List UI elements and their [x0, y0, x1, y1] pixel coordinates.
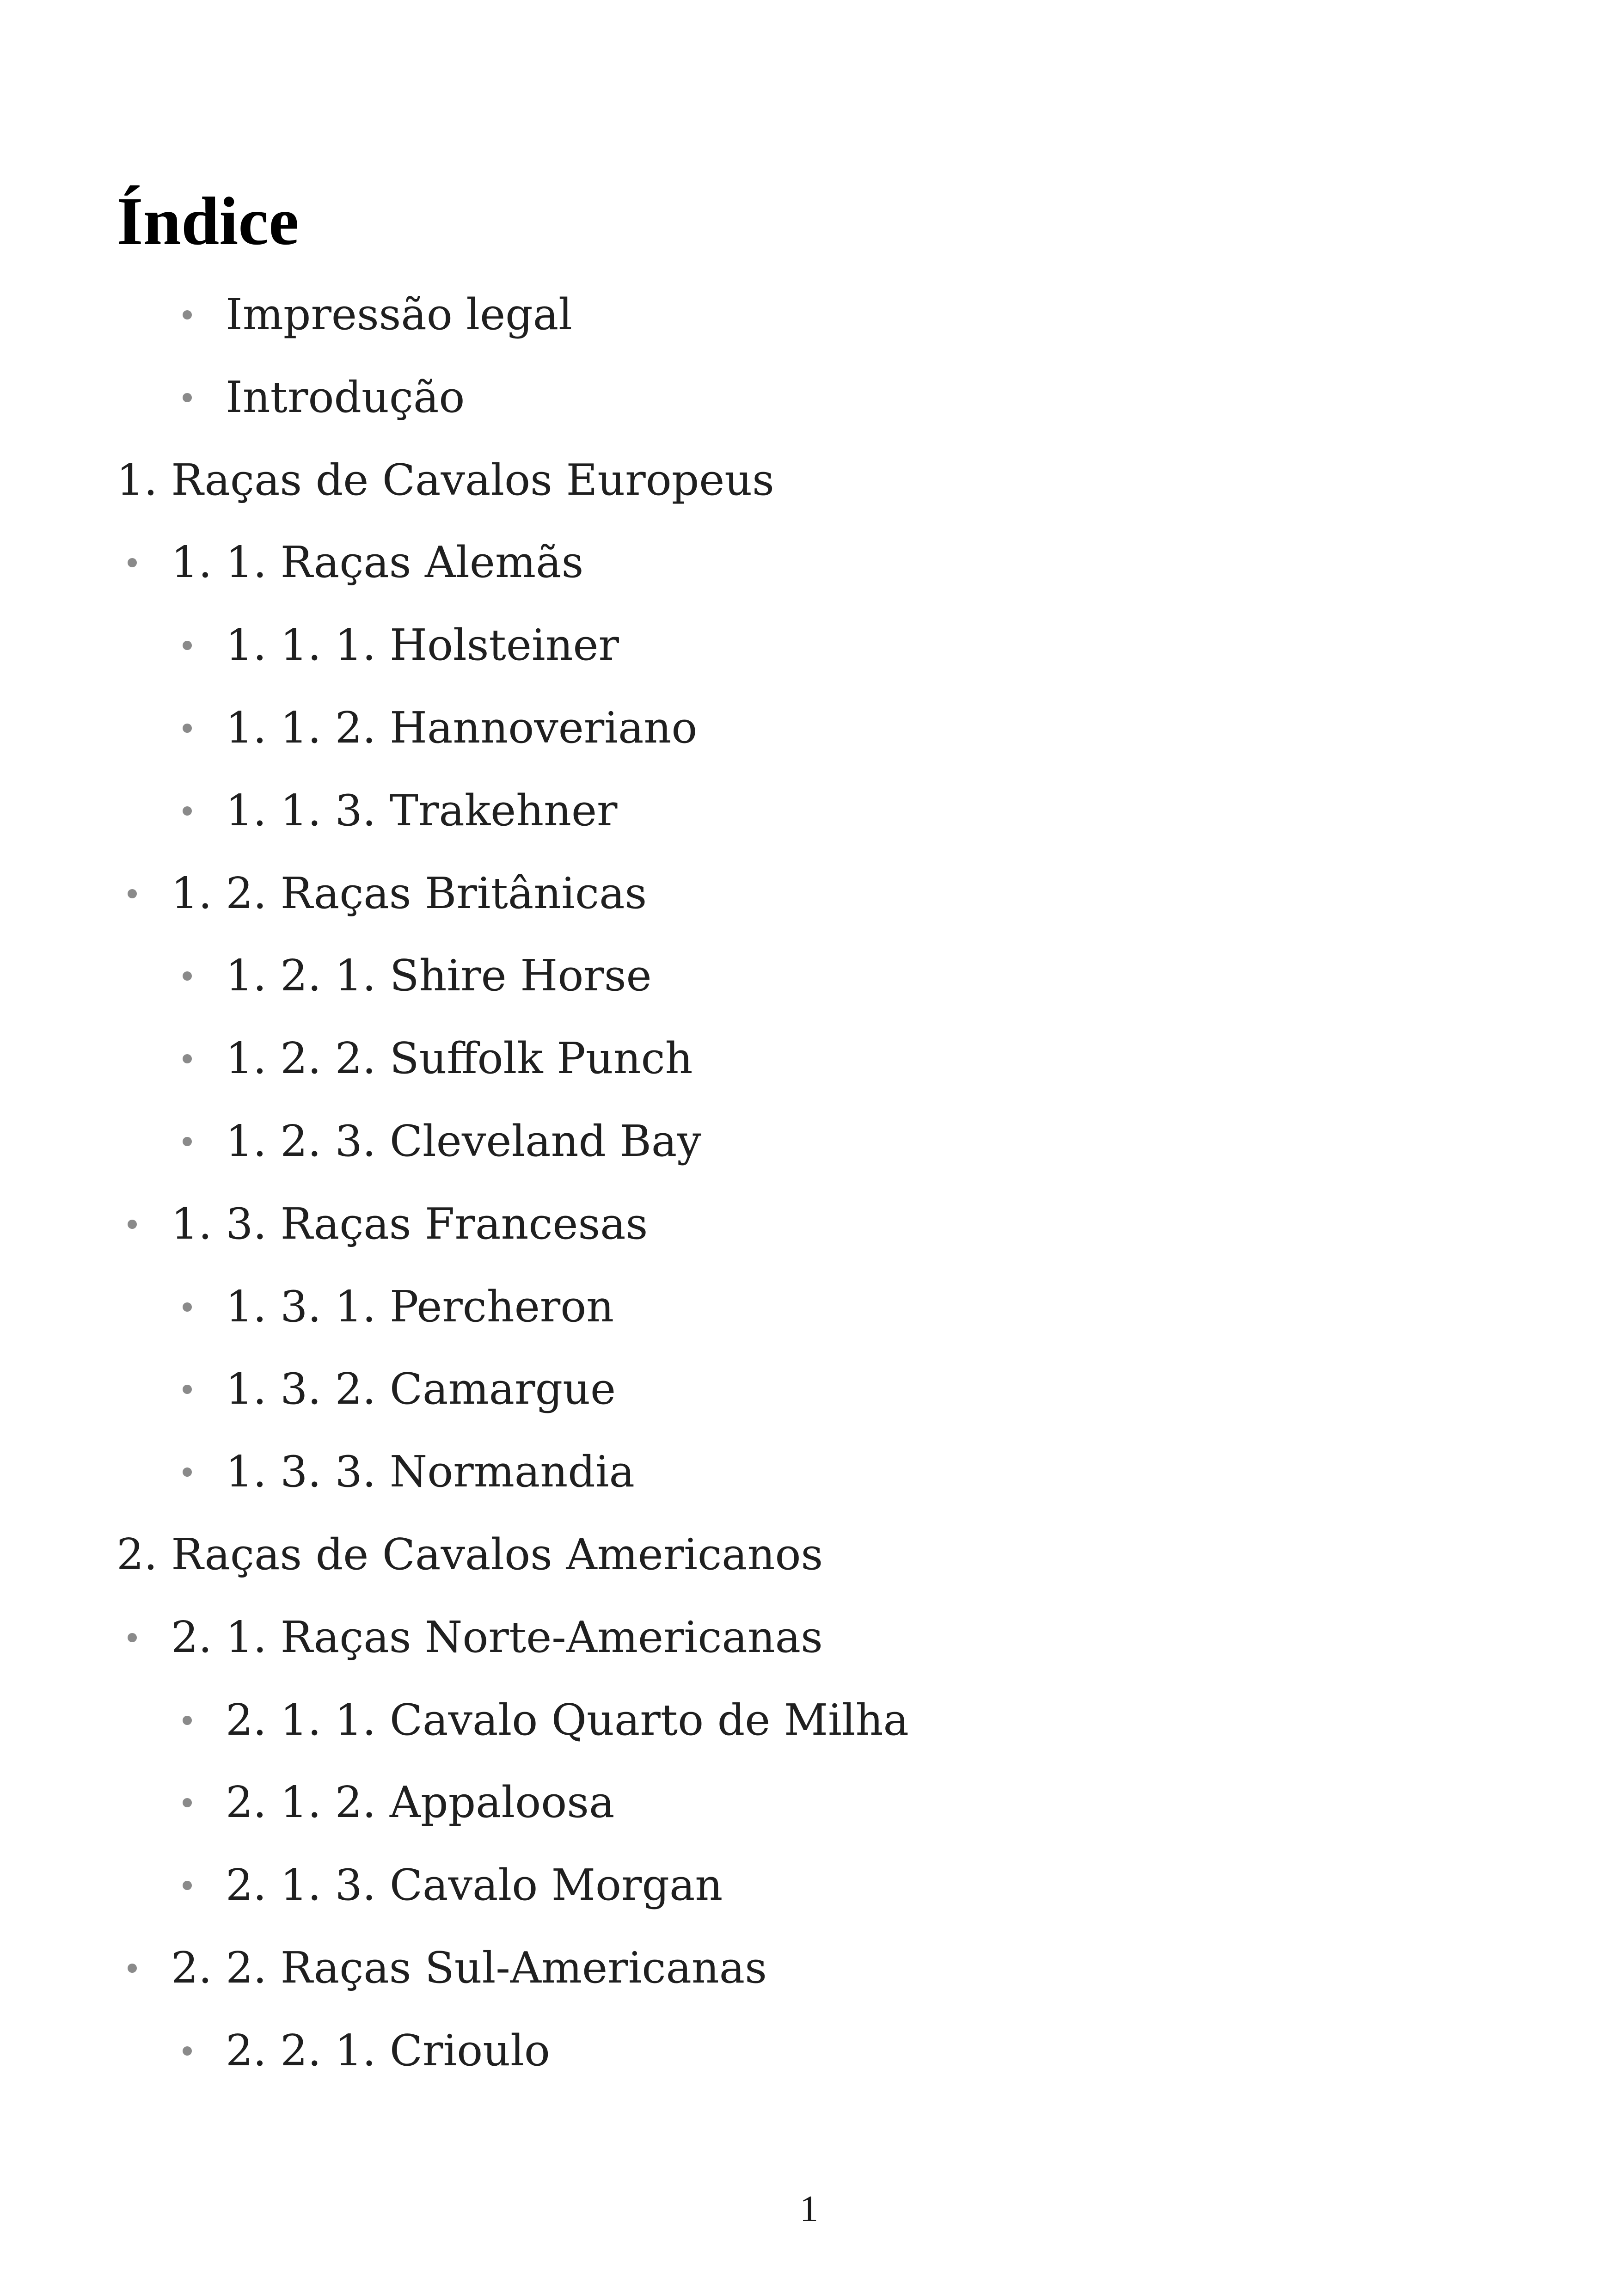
- bullet-icon: [183, 971, 192, 981]
- toc-entry[interactable]: [0, 537, 1618, 620]
- toc-entry[interactable]: [0, 1033, 1618, 1116]
- toc-entry[interactable]: [0, 1199, 1618, 1282]
- bullet-icon: [183, 1467, 192, 1477]
- toc-entry[interactable]: [0, 1612, 1618, 1695]
- toc-entry[interactable]: [0, 372, 1618, 455]
- toc-entry[interactable]: [0, 786, 1618, 868]
- bullet-icon: [183, 1302, 192, 1312]
- toc-entry[interactable]: [0, 1282, 1618, 1364]
- toc-entry-label: 2. Raças de Cavalos Americanos: [116, 1529, 823, 1579]
- toc-entry[interactable]: [0, 703, 1618, 786]
- toc-entry[interactable]: [0, 951, 1618, 1033]
- toc-entry[interactable]: [0, 1529, 1618, 1612]
- toc-entry-label: 2. 1. 3. Cavalo Morgan: [226, 1860, 723, 1910]
- bullet-icon: [128, 558, 137, 567]
- toc-entry[interactable]: [0, 1447, 1618, 1529]
- toc-entry-label: 1. 2. 3. Cleveland Bay: [226, 1116, 701, 1166]
- toc-entry-label: Impressão legal: [226, 289, 572, 339]
- toc-entry-label: 1. 1. 3. Trakehner: [226, 785, 618, 835]
- toc-entry-label: Introdução: [226, 372, 465, 422]
- bullet-icon: [183, 1054, 192, 1063]
- toc-entry-label: 2. 1. 2. Appaloosa: [226, 1777, 615, 1828]
- toc-entry-label: 1. 1. 1. Holsteiner: [226, 620, 619, 670]
- bullet-icon: [128, 1964, 137, 1973]
- toc-entry[interactable]: [0, 1860, 1618, 1943]
- toc-entry-label: 2. 2. Raças Sul-Americanas: [171, 1942, 767, 1993]
- toc-entry[interactable]: [0, 868, 1618, 951]
- toc-entry[interactable]: [0, 455, 1618, 538]
- toc-entry[interactable]: [0, 1695, 1618, 1778]
- toc-entry[interactable]: [0, 1116, 1618, 1199]
- bullet-icon: [183, 1881, 192, 1890]
- toc-entry[interactable]: [0, 620, 1618, 703]
- toc-entry-label: 1. 2. 1. Shire Horse: [226, 951, 652, 1001]
- page-number: 1: [800, 2189, 818, 2229]
- toc-entry[interactable]: [0, 1364, 1618, 1447]
- bullet-icon: [183, 1385, 192, 1394]
- bullet-icon: [128, 889, 137, 898]
- toc-entry-label: 1. Raças de Cavalos Europeus: [116, 454, 774, 505]
- bullet-icon: [183, 310, 192, 319]
- toc-entry-label: 2. 1. 1. Cavalo Quarto de Milha: [226, 1694, 909, 1745]
- bullet-icon: [183, 2046, 192, 2056]
- bullet-icon: [183, 393, 192, 402]
- table-of-contents: [0, 289, 1618, 2108]
- bullet-icon: [183, 806, 192, 816]
- toc-entry[interactable]: [0, 1943, 1618, 2026]
- toc-entry-label: 1. 3. 2. Camargue: [226, 1364, 616, 1414]
- toc-entry[interactable]: [0, 1777, 1618, 1860]
- bullet-icon: [128, 1633, 137, 1642]
- bullet-icon: [183, 1798, 192, 1807]
- toc-entry-label: 1. 3. Raças Francesas: [171, 1198, 648, 1249]
- toc-entry-label: 1. 2. 2. Suffolk Punch: [226, 1033, 693, 1084]
- bullet-icon: [183, 724, 192, 733]
- toc-entry-label: 1. 1. Raças Alemãs: [171, 537, 584, 588]
- page-title: Índice: [116, 184, 299, 259]
- toc-entry[interactable]: [0, 289, 1618, 372]
- toc-entry-label: 1. 2. Raças Britânicas: [171, 868, 647, 918]
- bullet-icon: [183, 1137, 192, 1146]
- bullet-icon: [183, 641, 192, 650]
- toc-entry-label: 2. 2. 1. Crioulo: [226, 2025, 550, 2075]
- bullet-icon: [183, 1716, 192, 1725]
- toc-entry[interactable]: [0, 2026, 1618, 2108]
- toc-entry-label: 1. 3. 1. Percheron: [226, 1281, 614, 1332]
- toc-entry-label: 2. 1. Raças Norte-Americanas: [171, 1612, 823, 1662]
- bullet-icon: [128, 1220, 137, 1229]
- toc-entry-label: 1. 3. 3. Normandia: [226, 1447, 635, 1497]
- toc-entry-label: 1. 1. 2. Hannoveriano: [226, 702, 698, 753]
